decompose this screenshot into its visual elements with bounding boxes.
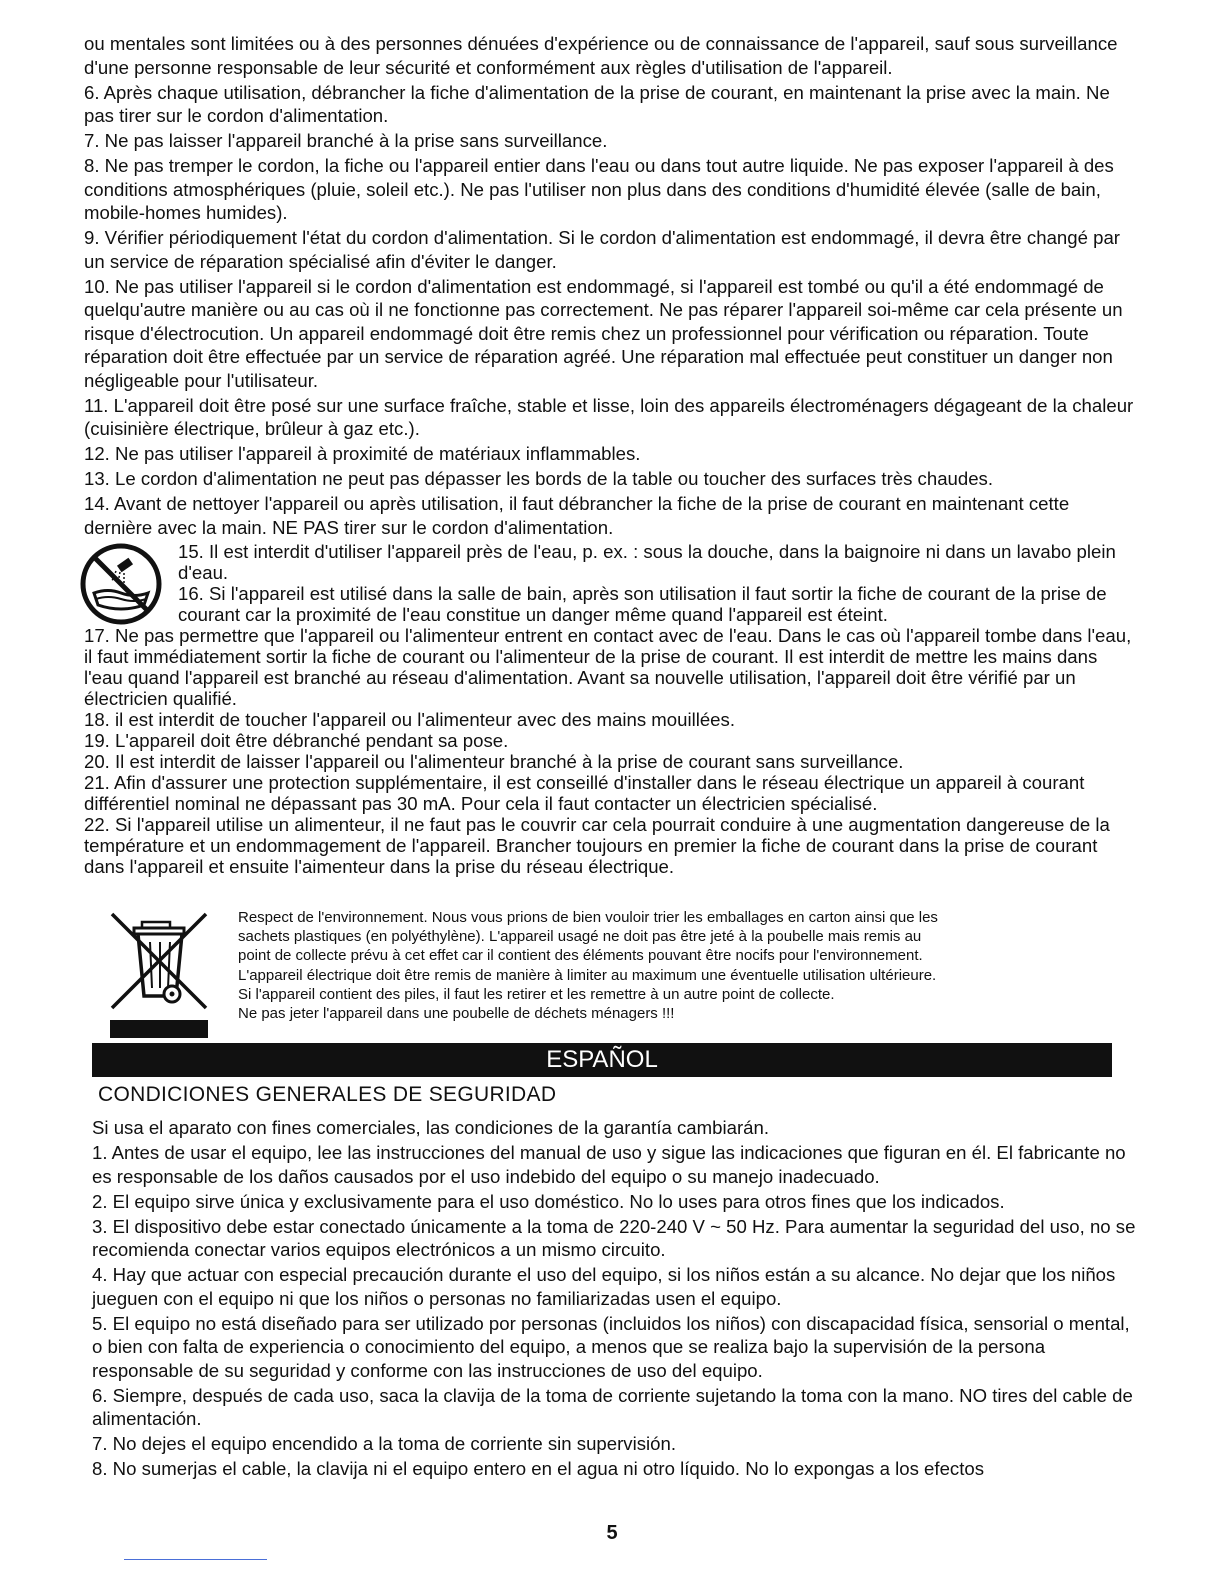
es-item-6: 6. Siempre, después de cada uso, saca la clavija de la toma de corriente sujetando la toma con la mano. NO tires del cable de alimentación. bbox=[92, 1384, 1133, 1429]
fr-item-6: 6. Après chaque utilisation, débrancher la fiche d'alimentation de la prise de courant, en maintenant la prise avec la main. Ne pas tirer sur le cordon d'alimentation. bbox=[84, 81, 1110, 126]
fr-item-10: 10. Ne pas utiliser l'appareil si le cordon d'alimentation est endommagé, si l'appareil est tombé ou qu'il a été endommagé de quelqu'autre manière ou au cas où il ne fonctionne pas correctement. Ne pas réparer l'appareil soi-même car cela présente un risque d'électrocution. Un appareil endommagé doit être remis chez un professionnel pour vérification ou réparation. Toute réparation doit être effectuée par un service de réparation agréé. Une réparation mal effectuée peut constituer un danger non négligeable pour l'utilisateur. bbox=[84, 275, 1123, 391]
fr-item-19: 19. L'appareil doit être débranché pendant sa pose. bbox=[84, 729, 509, 751]
section-heading: CONDICIONES GENERALES DE SEGURIDAD bbox=[98, 1083, 557, 1106]
fr-item-11: 11. L'appareil doit être posé sur une surface fraîche, stable et lisse, loin des appareils électroménagers dégageant de la chaleur (cuisinière électrique, brûleur à gaz etc.). bbox=[84, 394, 1134, 439]
water-warning-block bbox=[84, 541, 1134, 635]
footer-rule bbox=[124, 1559, 267, 1560]
fr-item-12: 12. Ne pas utiliser l'appareil à proximité de matériaux inflammables. bbox=[84, 443, 641, 464]
fr-item-17: 17. Ne pas permettre que l'appareil ou l'alimenteur entrent en contact avec de l'eau. Dans le cas où l'appareil tombe dans l'eau, il faut immédiatement sortir la fiche de courant ou l'alimenteur de la prise de courant. Il est interdit de mettre les mains dans l'eau quand l'appareil est branché au réseau d'alimentation. Avant sa nouvelle utilisation, l'appareil doit être vérifié par un électricien qualifié. bbox=[84, 624, 1132, 709]
env-line-4: L'appareil électrique doit être remis de manière à limiter au maximum une éventuelle utilisation ultérieure. bbox=[238, 966, 937, 984]
fr-item-13: 13. Le cordon d'alimentation ne peut pas dépasser les bords de la table ou toucher des surfaces très chaudes. bbox=[84, 468, 994, 489]
no-water-use-icon bbox=[78, 541, 164, 627]
fr-item-14: 14. Avant de nettoyer l'appareil ou après utilisation, il faut débrancher la fiche de la prise de courant en maintenant cette dernière avec la main. NE PAS tirer sur le cordon d'alimentation. bbox=[84, 493, 1070, 538]
es-item-3: 3. El dispositivo debe estar conectado únicamente a la toma de 220-240 V ~ 50 Hz. Para aumentar la seguridad del uso, no se recomienda conectar varios equipos electrónicos a un mismo circuito. bbox=[92, 1215, 1136, 1260]
fr-item-8: 8. Ne pas tremper le cordon, la fiche ou l'appareil entier dans l'eau ou dans tout autre liquide. Ne pas exposer l'appareil à des conditions atmosphériques (pluie, soleil etc.). Ne pas l'utiliser non plus dans des conditions d'humidité élevée (salle de bain, mobile-homes humides). bbox=[84, 155, 1114, 223]
fr-item-7: 7. Ne pas laisser l'appareil branché à la prise sans surveillance. bbox=[84, 130, 608, 151]
es-item-8: 8. No sumerjas el cable, la clavija ni el equipo entero en el agua ni otro líquido. No lo expongas a los efectos bbox=[92, 1458, 985, 1479]
fr-item-16: 16. Si l'appareil est utilisé dans la salle de bain, après son utilisation il faut sortir la fiche de courant de la prise de courant car la proximité de l'eau constitue un danger même quand l'appareil est éteint. bbox=[178, 582, 1107, 625]
fr-paragraph-cont: ou mentales sont limitées ou à des personnes dénuées d'expérience ou de connaissance de l'appareil, sauf sous surveillance d'une personne responsable de leur sécurité et conformément aux règles d'utilisation de l'appareil. bbox=[84, 33, 1118, 78]
es-item-1: 1. Antes de usar el equipo, lee las instrucciones del manual de uso y sigue las indicaciones que figuran en él. El fabricante no es responsable de los daños causados por el uso indebido del equipo o su manejo inadecuado. bbox=[92, 1142, 1126, 1187]
fr-item-18: 18. il est interdit de toucher l'appareil ou l'alimenteur avec des mains mouillées. bbox=[84, 708, 735, 730]
es-intro: Si usa el aparato con fines comerciales, las condiciones de la garantía cambiarán. bbox=[92, 1117, 769, 1138]
environment-block bbox=[84, 908, 1134, 1038]
es-item-7: 7. No dejes el equipo encendido a la toma de corriente sin supervisión. bbox=[92, 1433, 676, 1454]
env-line-2: sachets plastiques (en polyéthylène). L'appareil usagé ne doit pas être jeté à la poubelle mais remis au bbox=[238, 928, 922, 946]
fr-item-9: 9. Vérifier périodiquement l'état du cordon d'alimentation. Si le cordon d'alimentation est endommagé, il devra être changé par un service de réparation spécialisé afin d'éviter le danger. bbox=[84, 227, 1120, 272]
fr-item-20: 20. Il est interdit de laisser l'appareil ou l'alimenteur branché à la prise de courant sans surveillance. bbox=[84, 750, 904, 772]
es-item-2: 2. El equipo sirve única y exclusivamente para el uso doméstico. No lo uses para otros fines que los indicados. bbox=[92, 1190, 1005, 1212]
env-line-6: Ne pas jeter l'appareil dans une poubelle de déchets ménagers !!! bbox=[238, 1005, 675, 1023]
es-item-5: 5. El equipo no está diseñado para ser utilizado por personas (incluidos los niños) con discapacidad física, sensorial o mental, o bien con falta de experiencia o conocimiento del equipo, a menos que se realiza bajo la supervisión de la persona responsable de su seguridad y conforme con las instrucciones de uso del equipo. bbox=[92, 1312, 1130, 1381]
spanish-section bbox=[92, 1116, 1142, 1482]
fr-item-22: 22. Si l'appareil utilise un alimenteur, il ne faut pas le couvrir car cela pourrait conduire à une augmentation dangereuse de la température et un endommagement de l'appareil. Brancher toujours en premier la fiche de courant dans la prise de courant dans l'appareil et ensuite l'aimenteur dans la prise du réseau électrique. bbox=[84, 813, 1110, 877]
page-number: 5 bbox=[606, 1522, 618, 1544]
fr-item-15: 15. Il est interdit d'utiliser l'appareil près de l'eau, p. ex. : sous la douche, dans la baignoire ni dans un lavabo plein d'eau. bbox=[178, 540, 1116, 583]
french-section bbox=[84, 32, 1134, 877]
es-item-4: 4. Hay que actuar con especial precaución durante el uso del equipo, si los niños están a su alcance. No dejar que los niños jueguen con el equipo ni que los niños o personas no familiarizadas usen el equipo. bbox=[92, 1264, 1116, 1309]
env-line-5: Si l'appareil contient des piles, il faut les retirer et les remettre à un autre point de collecte. bbox=[238, 985, 835, 1003]
crossed-out-bin-icon bbox=[110, 912, 214, 1038]
fr-item-21: 21. Afin d'assurer une protection supplémentaire, il est conseillé d'installer dans le réseau électrique un appareil à courant différentiel nominal ne dépassant pas 30 mA. Pour cela il faut contacter un électricien spécialisé. bbox=[84, 771, 1085, 814]
env-line-1: Respect de l'environnement. Nous vous prions de bien vouloir trier les emballages en carton ainsi que les bbox=[238, 909, 938, 926]
env-line-3: point de collecte prévu à cet effet car il contient des éléments pouvant être nocifs pour l'environnement. bbox=[238, 947, 923, 965]
language-banner: ESPAÑOL bbox=[92, 1043, 1112, 1077]
